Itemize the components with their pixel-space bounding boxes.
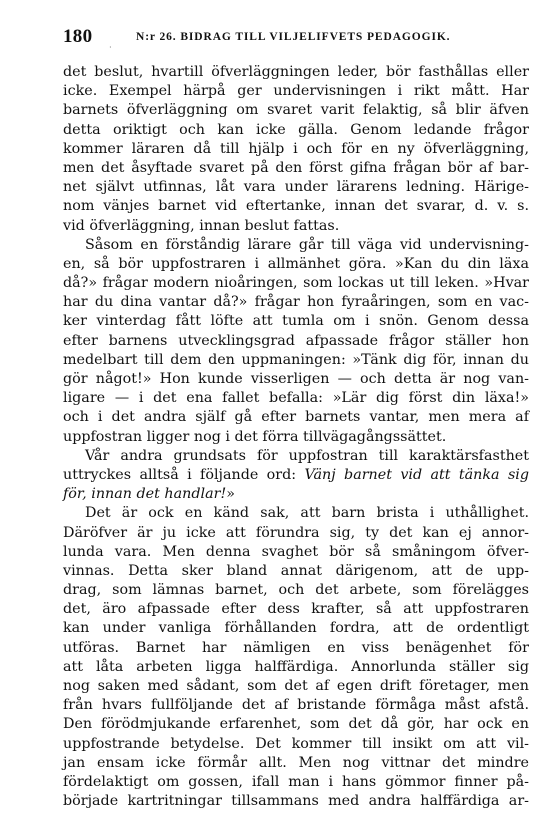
text-line xyxy=(63,447,529,466)
text-line-content: nom vänjes barnet vid eftertanke, innan det svarar, d. v. s. xyxy=(63,198,529,215)
text-line xyxy=(63,101,529,120)
text-line-content: har du dina vantar då?» frågar hon fyraåringen, som en vac- xyxy=(63,294,529,311)
text-line xyxy=(63,217,529,236)
text-line xyxy=(63,255,529,274)
text-line-content: gör något!» Hon kunde visserligen — och detta är nog van- xyxy=(63,371,529,387)
page-header xyxy=(63,26,503,50)
text-line-content: kommer läraren då till hjälp i och för en ny öfverläggning, xyxy=(63,140,529,157)
text-line xyxy=(63,677,529,696)
text-line xyxy=(63,735,529,754)
text-line-content: vid öfverläggning, innan beslut fattas. xyxy=(63,217,340,234)
text-line-content: ligare — i det ena fallet befalla: »Lär dig först din läxa!» xyxy=(63,390,529,407)
text-line-content: drag, som lämnas barnet, och det arbete, som föreläggеs xyxy=(63,582,529,599)
text-line xyxy=(63,140,529,159)
text-line-content: en, så bör uppfostraren i allmänhet göra. »Kan du din läxa xyxy=(63,255,529,272)
text-line-content: och i det andra själf gå efter barnets vantar, men mera af xyxy=(63,409,529,426)
page-number: 180 xyxy=(63,26,93,47)
text-line-content: då?» frågar modern nioåringen, som lockas ut till leken. »Hvar xyxy=(63,275,529,292)
text-line-content: icke. Exempel härpå ger undervisningen i rikt mått. Har xyxy=(63,83,529,100)
text-line xyxy=(63,274,529,293)
running-head: N:r 26. BIDRAG TILL VILJELIFVETS PEDAGOGIK. xyxy=(136,31,451,43)
header-dot-mark: · xyxy=(109,43,112,52)
text-line-content: Den förödmjukande erfarenhet, som det då gör, har ock en xyxy=(63,716,529,733)
text-line xyxy=(63,63,529,82)
italic-phrase: Vänj barnet vid att tänka sig xyxy=(304,466,530,483)
text-line xyxy=(63,197,529,216)
text-line-content: utföras. Barnet har nämligen en viss benägenhet för xyxy=(63,639,529,656)
text-line xyxy=(63,466,529,485)
italic-phrase: för, innan det handlar! xyxy=(63,486,227,503)
text-line-content: ker vinterdag fått löfte att tumla om i snön. Genom dessa xyxy=(63,313,529,330)
text-line-content: nog saken med sådant, som det af egen drift företager, men xyxy=(63,678,529,694)
text-line xyxy=(63,715,529,734)
text-line xyxy=(63,312,529,331)
text-line-content: vinnas. Detta sker bland annat därigenom, att de upp- xyxy=(63,562,529,579)
text-line xyxy=(63,332,529,351)
text-line-content: det, äro afpassade efter dess krafter, så att uppfostraren xyxy=(63,601,529,618)
text-line xyxy=(63,658,529,677)
body-text xyxy=(63,63,529,811)
text-line-content: barnets öfverläggning om svaret varit felaktig, så blir äfven xyxy=(63,102,529,119)
text-line xyxy=(63,600,529,619)
text-line xyxy=(63,754,529,773)
text-line xyxy=(63,370,529,389)
text-line-content: uttryckes alltså i följande ord: xyxy=(63,466,297,483)
text-line xyxy=(63,178,529,197)
text-line xyxy=(63,236,529,255)
text-line xyxy=(63,504,529,523)
text-line-content: att låta arbeten ligga halffärdiga. Annorlunda ställer sig xyxy=(63,658,529,675)
text-line xyxy=(63,792,529,811)
text-line-content: net självt utfinnas, låt vara under lärarens ledning. Härige- xyxy=(63,179,529,196)
closing-quote: » xyxy=(226,486,235,503)
text-line xyxy=(63,773,529,792)
text-line xyxy=(63,351,529,370)
text-line xyxy=(63,543,529,562)
text-line xyxy=(63,428,529,447)
text-line xyxy=(63,121,529,140)
text-line xyxy=(63,82,529,101)
text-line-content: Såsom en förståndig lärare går till väga vid undervisning- xyxy=(85,236,529,253)
text-line-content: Däröfver är ju icke att förundra sig, ty det kan ej annor- xyxy=(63,524,529,541)
text-line xyxy=(63,562,529,581)
text-line-content: kan under vanliga förhållanden fordra, att de ordentligt xyxy=(63,620,529,637)
text-line-content: det beslut, hvartill öfverläggningen leder, bör fasthållas eller xyxy=(63,64,529,80)
text-line-content: detta oriktigt och kan icke gälla. Genom ledande frågor xyxy=(63,121,529,138)
text-line-content: efter barnens utvecklingsgrad afpassade frågor ställer hon xyxy=(63,332,529,349)
text-line xyxy=(63,696,529,715)
text-line-content: fördelaktigt om gossen, ifall man i hans gömmor finner på- xyxy=(63,773,529,790)
text-line xyxy=(63,408,529,427)
text-line xyxy=(63,293,529,312)
text-line xyxy=(63,524,529,543)
text-line-content: uppfostran ligger nog i det förra tillvägagångssättet. xyxy=(63,428,447,445)
text-line xyxy=(63,389,529,408)
text-line-content: från hvars fullföljande det af bristande förmåga måst afstå. xyxy=(63,697,529,714)
text-line xyxy=(63,159,529,178)
text-line-content: började kartritningar tillsammans med andra halffärdiga ar- xyxy=(63,793,529,810)
text-line-content: uppfostrande betydelse. Det kommer till insikt om att vil- xyxy=(63,735,529,752)
text-line-content: medelbart till dem den uppmaningen: »Tänk dig för, innan du xyxy=(63,351,529,368)
text-line-content: men det åsyftade svaret på den först gifna frågan bör af bar- xyxy=(63,159,529,176)
text-line xyxy=(63,485,529,504)
text-line-content: Det är ock en känd sak, att barn brista i uthållighet. xyxy=(85,505,529,522)
text-line xyxy=(63,581,529,600)
text-line-content: Vår andra grundsats för uppfostran till karaktärsfasthet xyxy=(85,447,529,464)
text-line xyxy=(63,639,529,658)
text-line xyxy=(63,619,529,638)
text-line-content: jan ensam icke förmår allt. Men nog vittnar det mindre xyxy=(63,754,529,771)
text-line-content: lunda vara. Men denna svaghet bör så småningom öfver- xyxy=(63,543,529,560)
